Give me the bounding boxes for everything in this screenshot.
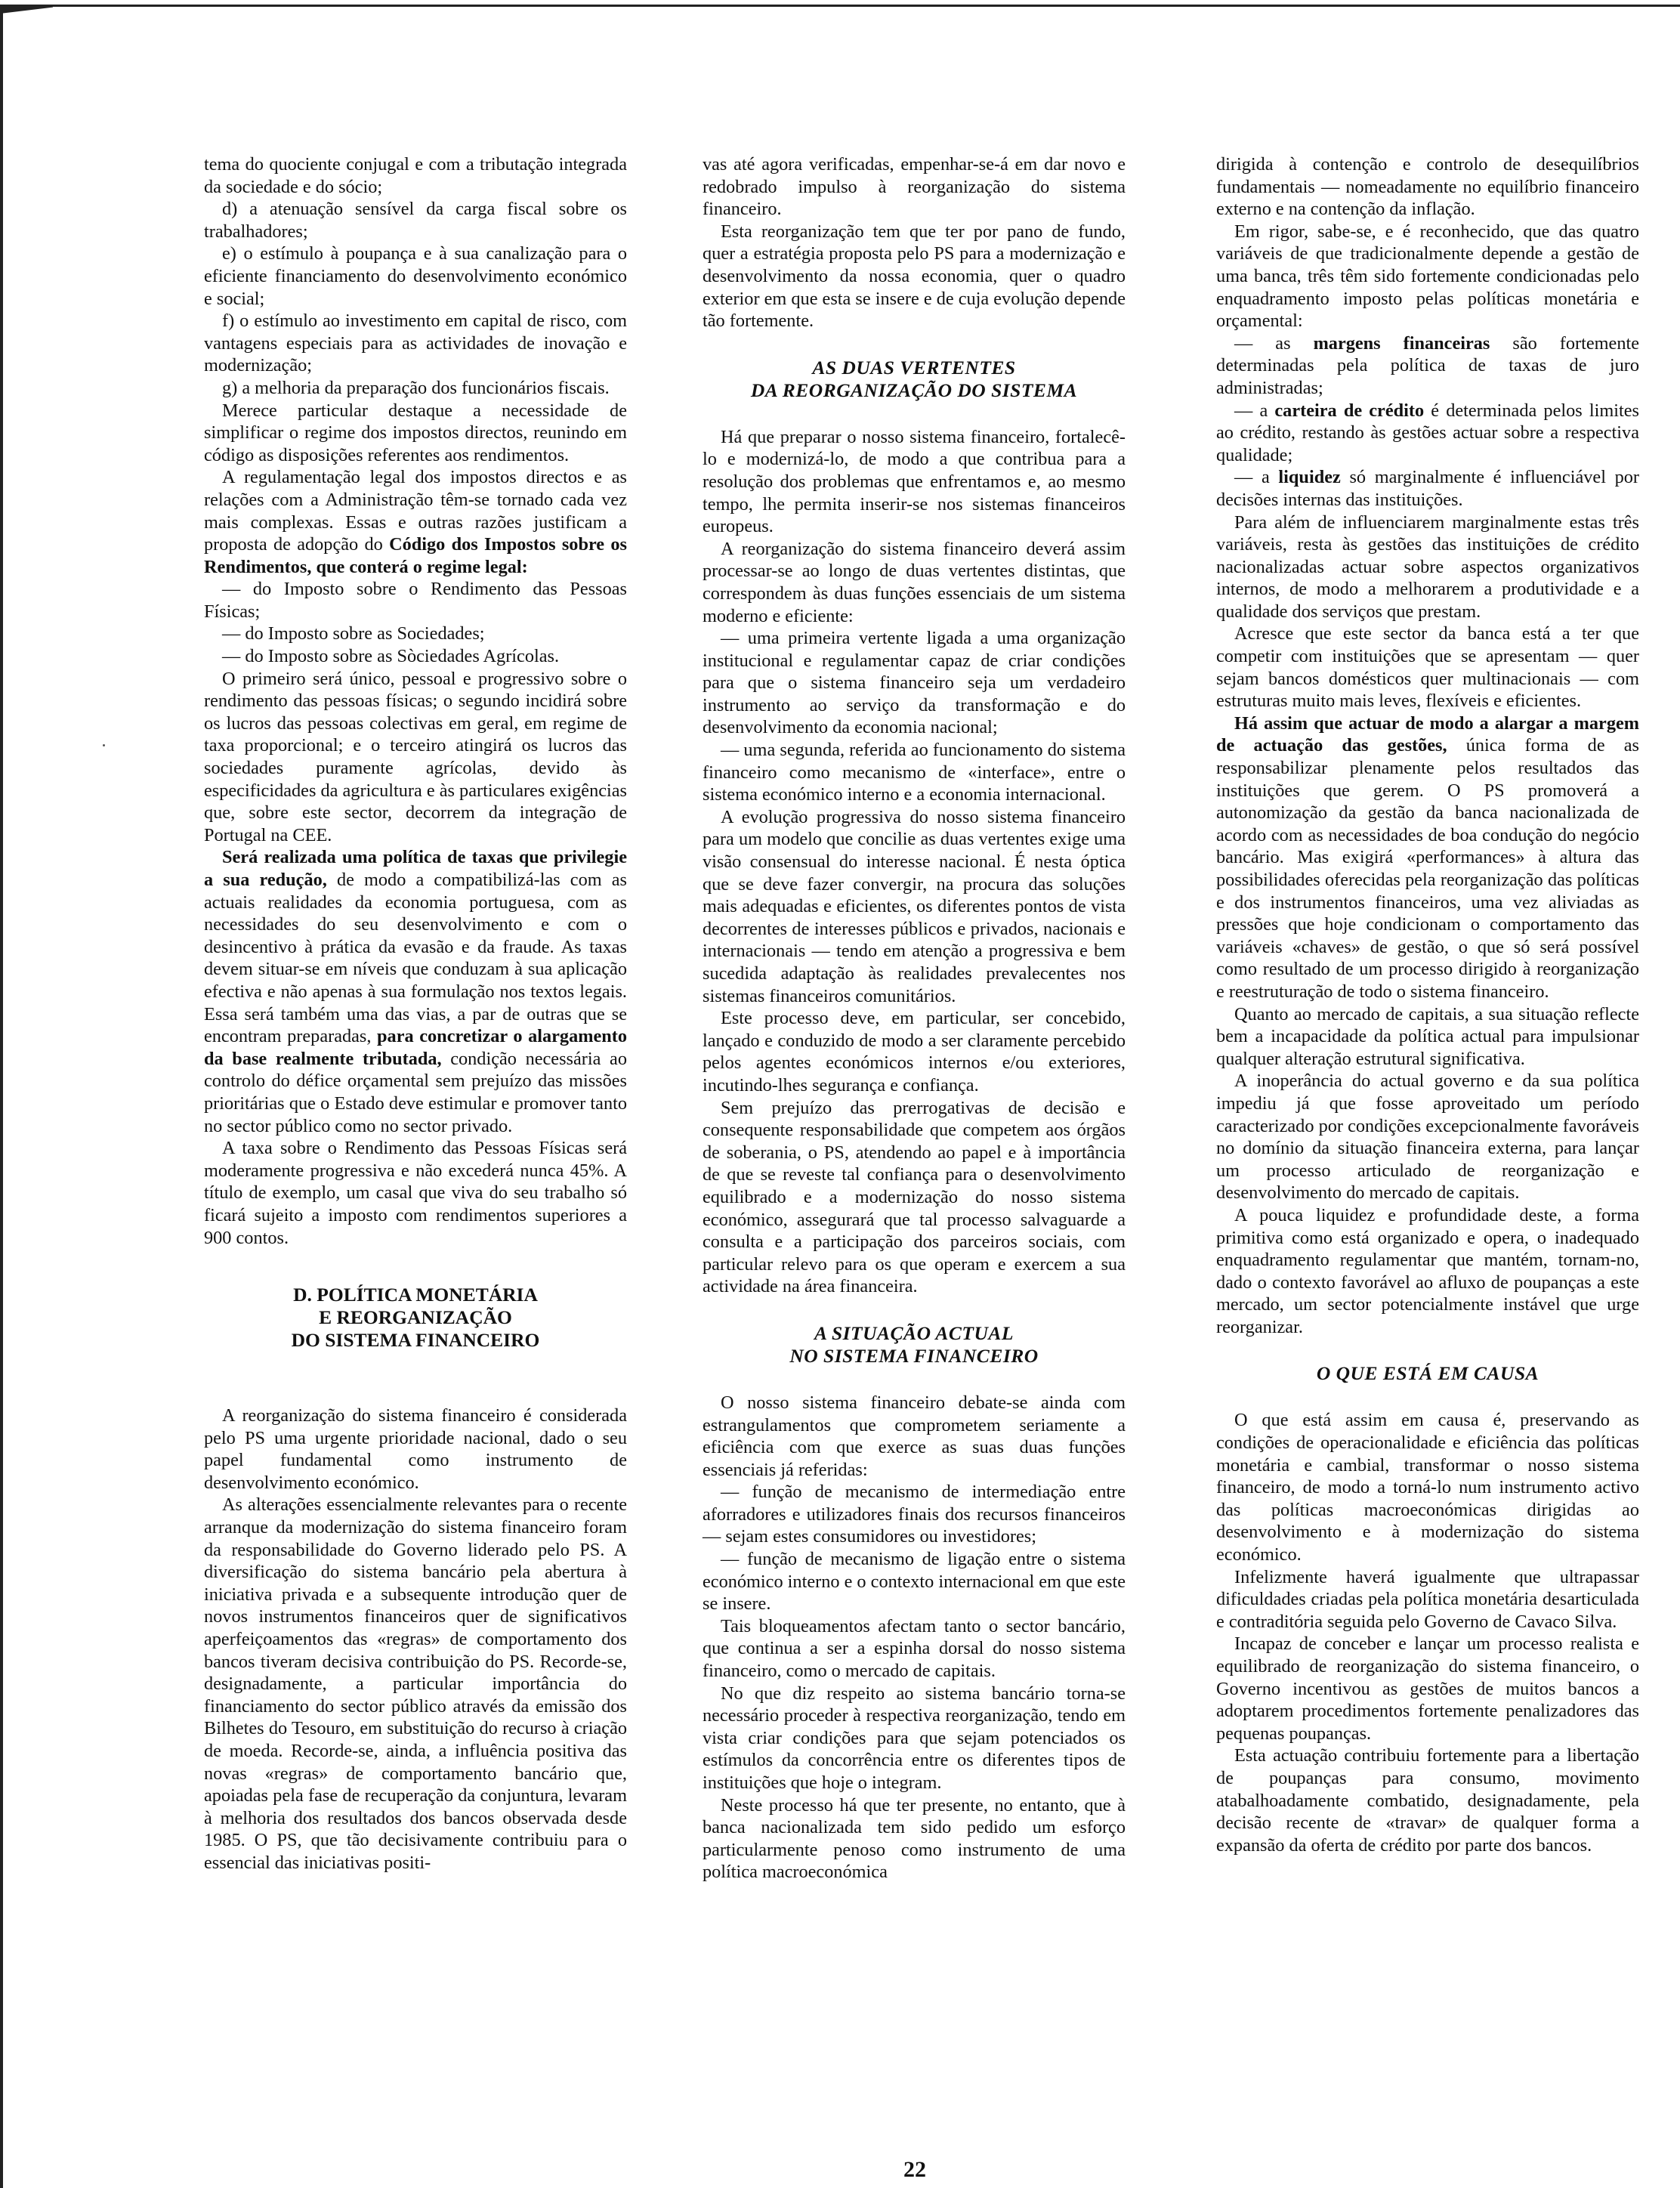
paragraph (204, 846, 627, 1137)
list-item: — do Imposto sobre as Sòciedades Agrícolas. (222, 646, 560, 667)
heading-line: DO SISTEMA FINANCEIRO (291, 1329, 540, 1352)
list-item: e) o estímulo à poupança e à sua canalização para o eficiente financiamento do desenvolvimento económico e social; (204, 243, 627, 309)
paragraph: As alterações essencialmente relevantes para o recente arranque da modernização do sistema financeiro foram da responsabilidade do Governo liderado pelo PS. A diversificação do sistema bancário pela abertura à iniciativa privada e a subsequente introdução quer de novos instrumentos financeiros quer de significativos aperfeiçoamentos das «regras» de comportamento dos bancos tiveram decisiva contribuição do PS. Recorde-se, designadamente, a particular importância do financiamento do sector público através da emissão dos Bilhetes do Tesouro, em substituição do recurso à criação de moeda. Recorde-se, ainda, a influência positiva das novas «regras» de comportamento bancário que, apoiadas pela fase de recuperação da conjuntura, levaram à melhoria dos resultados dos bancos observada desde 1985. O PS, que tão decisivamente contribuiu para o essencial das iniciativas positi- (204, 1494, 627, 1873)
paragraph: A evolução progressiva do nosso sistema financeiro para um modelo que concilie as duas vertentes exige uma visão consensual do interesse nacional. É nesta óptica que se deve fazer convergir, na procura das soluções mais adequadas e eficientes, os diferentes pontos de vista decorrentes de interesses públicos e privados, nacionais e internacionais — tendo em atenção a progressiva e bem sucedida adaptação às realidades prevalecentes nos sistemas financeiros comunitários. (703, 806, 1126, 1006)
paragraph: Há que preparar o nosso sistema financeiro, fortalecê-lo e modernizá-lo, de modo a que contribua para a resolução dos problemas que enfrentamos e, ao mesmo tempo, lhe permita inserir-se nos sistemas financeiros europeus. (703, 426, 1126, 537)
paragraph: Quanto ao mercado de capitais, a sua situação reflecte bem a incapacidade da política actual para impulsionar qualquer alteração estrutural significativa. (1216, 1003, 1639, 1069)
section-heading (204, 1284, 627, 1352)
list-item: — do Imposto sobre o Rendimento das Pessoas Físicas; (204, 579, 627, 622)
heading-line: E REORGANIZAÇÃO (319, 1306, 512, 1329)
paragraph: Tais bloqueamentos afectam tanto o sector bancário, que continua a ser a espinha dorsal do nosso sistema financeiro, como o mercado de capitais. (703, 1615, 1126, 1682)
paragraph: Esta reorganização tem que ter por pano de fundo, quer a estratégia proposta pelo PS para a modernização e desenvolvimento da nossa economia, quer o quadro exterior em que esta se insere e de cuja evolução depende tão fortemente. (703, 221, 1126, 332)
list-item: — do Imposto sobre as Sociedades; (222, 623, 485, 644)
page-border-top (0, 5, 1680, 7)
list-item: — uma primeira vertente ligada a uma organização institucional e regulamentar capaz de criar condições para que o sistema financeiro seja um verdadeiro instrumento ao serviço da transformação e do desenvolvimento da economia nacional; (703, 628, 1126, 738)
bold-phrase: liquidez (1278, 467, 1341, 488)
bold-phrase: margens financeiras (1313, 332, 1490, 354)
paragraph: dirigida à contenção e controlo de desequilíbrios fundamentais — nomeadamente no equilíbrio financeiro externo e na contenção da inflação. (1216, 154, 1639, 220)
paragraph: Em rigor, sabe-se, e é reconhecido, que das quatro variáveis de que tradicionalmente depende a gestão de uma banca, três têm sido fortemente condicionadas pelo enquadramento imposto pelas políticas monetária e orçamental: (1216, 221, 1639, 332)
paragraph: Sem prejuízo das prerrogativas de decisão e consequente responsabilidade que competem aos órgãos de soberania, o PS, atendendo ao papel e à importância de que se reveste tal confiança para o desenvolvimento equilibrado e a modernização do nosso sistema económico, assegurará que tal processo salvaguarde a consulta e a participação dos parceiros sociais, com particular relevo para os que operam e exercem a sua actividade na área financeira. (703, 1097, 1126, 1297)
text-run: única forma de as responsabilizar plenamente pelos resultados das instituições que gerem. O PS promoverá a autonomização da gestão da banca nacionalizada de acordo com as necessidades de boa condução do negócio bancário. Mas exigirá «performances» à altura das possibilidades oferecidas pela reorganização das políticas e dos instrumentos financeiros, uma vez aliviadas as pressões que hoje condicionam o comportamento das variáveis «chaves» de gestão, o que só será possível como resultado de um processo dirigido à reorganização e reestruturação de todo o sistema financeiro. (1216, 735, 1639, 1002)
paragraph: O nosso sistema financeiro debate-se ainda com estrangulamentos que comprometem seriamente a eficiência com que exerce as suas duas funções essenciais já referidas: (703, 1392, 1126, 1480)
paragraph: No que diz respeito ao sistema bancário torna-se necessário proceder à respectiva reorganização, tendo em vista criar condições para que sejam potenciados os estímulos da concorrência entre os diferentes tipos de instituições que hoje o integram. (703, 1683, 1126, 1793)
heading-line: D. POLÍTICA MONETÁRIA (293, 1284, 538, 1306)
section-heading (1216, 1362, 1639, 1385)
list-item: g) a melhoria da preparação dos funcionários fiscais. (222, 377, 610, 398)
heading-line: A SITUAÇÃO ACTUAL (814, 1321, 1014, 1344)
paragraph: A pouca liquidez e profundidade deste, a forma primitiva como está organizado e opera, o inadequado enquadramento regulamentar que mantém, tornam-no, dado o contexto favorável ao afluxo de poupanças a este mercado, um sector potencialmente instável que urge reorganizar. (1216, 1204, 1639, 1337)
heading-line: NO SISTEMA FINANCEIRO (789, 1344, 1039, 1367)
bold-phrase: Código dos Impostos sobre os Rendimentos, que conterá o regime legal: (204, 534, 627, 577)
paragraph: A reorganização do sistema financeiro é considerada pelo PS uma urgente prioridade nacional, dado o seu papel fundamental como instrumento de desenvolvimento económico. (204, 1405, 627, 1493)
text-run: — a (1234, 467, 1279, 488)
list-item: d) a atenuação sensível da carga fiscal sobre os trabalhadores; (204, 199, 627, 242)
paragraph: A inoperância do actual governo e da sua política impediu já que fosse aproveitado um período caracterizado por condições excepcionalmente favoráveis no domínio da situação financeira externa, para lançar um processo articulado de reorganização e desenvolvimento do mercado de capitais. (1216, 1071, 1639, 1204)
bold-phrase: para concretizar o alargamento da base realmente tributada, (204, 1026, 627, 1069)
heading-line: AS DUAS VERTENTES (812, 356, 1016, 379)
paragraph: O que está assim em causa é, preservando as condições de operacionalidade e eficiência das políticas monetária e cambial, transformar o nosso sistema financeiro, de modo a torná-lo num instrumento activo das políticas macroeconómicas dirigidas ao desenvolvimento e à modernização do sistema económico. (1216, 1410, 1639, 1565)
paragraph: Esta actuação contribuiu fortemente para a libertação de poupanças para consumo, movimento atabalhoadamente combatido, designadamente, pela decisão recente de «travar» de qualquer forma a expansão da oferta de crédito por parte dos bancos. (1216, 1745, 1639, 1856)
bold-phrase: carteira de crédito (1274, 400, 1425, 421)
section-heading (703, 1322, 1126, 1368)
paragraph: Para além de influenciarem marginalmente estas três variáveis, resta às gestões das instituições de crédito nacionalizadas actuar sobre aspectos organizativos internos, de modo a melhorarem a produtividade e a qualidade dos serviços que prestam. (1216, 511, 1639, 622)
section-heading (703, 357, 1126, 402)
paragraph: vas até agora verificadas, empenhar-se-á em dar novo e redobrado impulso à reorganização do sistema financeiro. (703, 154, 1126, 220)
list-item (1216, 332, 1639, 400)
list-item: — função de mecanismo de intermediação entre aforradores e utilizadores finais dos recursos financeiros — sejam estes consumidores ou investidores; (703, 1482, 1126, 1547)
column-3 (1216, 153, 1639, 1856)
text-run: — a (1234, 400, 1275, 421)
text-run: — as (1234, 332, 1314, 354)
paragraph: Merece particular destaque a necessidade de simplificar o regime dos impostos directos, reunindo em código as disposições referentes aos rendimentos. (204, 400, 627, 465)
text-run: de modo a compatibilizá-las com as actuais realidades da economia portuguesa, com as necessidades do seu desenvolvimento e com o desincentivo à prática da evasão e da fraude. As taxas devem situar-se em níveis que conduzam à sua aplicação efectiva e não apenas à sua formulação nos textos legais. Essa será também uma das vias, a par de outras que se encontram preparadas, (204, 870, 627, 1047)
list-item: — uma segunda, referida ao funcionamento do sistema financeiro como mecanismo de «interface», entre o sistema económico interno e a economia internacional. (703, 740, 1126, 805)
paragraph: Incapaz de conceber e lançar um processo realista e equilibrado de reorganização do sistema financeiro, o Governo incentivou as gestões de muitos bancos a adoptarem procedimentos fortemente penalizadores das pequenas poupanças. (1216, 1633, 1639, 1744)
paragraph: Acresce que este sector da banca está a ter que competir com instituições que se apresentam — quer sejam bancos domésticos quer multinacionais — com estruturas muito mais leves, flexíveis e eficientes. (1216, 623, 1639, 712)
text-run: é determinada pelos limites ao crédito, restando às gestões actuar sobre a respectiva qualidade; (1216, 400, 1640, 465)
text-run: são fortemente determinadas pela política de taxas de juro administradas; (1216, 332, 1640, 398)
paragraph: Neste processo há que ter presente, no entanto, que à banca nacionalizada tem sido pedido um esforço particularmente penoso como instrumento de uma política macroeconómica (703, 1794, 1126, 1883)
list-item: — função de mecanismo de ligação entre o sistema económico interno e o contexto internacional em que este se insere. (703, 1549, 1126, 1615)
page-corner-mark (0, 5, 53, 14)
paragraph: A reorganização do sistema financeiro deverá assim processar-se ao longo de duas vertentes distintas, que correspondem às duas funções essenciais de um sistema moderno e eficiente: (703, 538, 1126, 626)
paragraph: A taxa sobre o Rendimento das Pessoas Físicas será moderamente progressiva e não excederá nunca 45%. A título de exemplo, um casal que viva do seu trabalho só ficará sujeito a imposto com rendimentos superiores a 900 contos. (204, 1138, 627, 1248)
paragraph: Este processo deve, em particular, ser concebido, lançado e conduzido de modo a ser claramente percebido pelos agentes económicos internos e/ou exteriores, incutindo-lhes segurança e confiança. (703, 1008, 1126, 1096)
text-run: só marginalmente é influenciável por decisões internas das instituições. (1216, 467, 1639, 510)
text-run: A regulamentação legal dos impostos directos e as relações com a Administração têm-se tornado cada vez mais complexas. Essas e outras razões justificam a proposta de adopção do (204, 467, 627, 555)
text-run: condição necessária ao controlo do défice orçamental sem prejuízo das missões prioritárias que o Estado deve estimular e promover tanto no sector público como no sector privado. (204, 1048, 627, 1136)
list-item (1216, 400, 1639, 467)
column-1 (204, 153, 627, 1874)
page-number: 22 (903, 2157, 926, 2182)
paragraph: Infelizmente haverá igualmente que ultrapassar dificuldades criadas pela política monetária desarticulada e contraditória seguida pelo Governo de Cavaco Silva. (1216, 1566, 1639, 1632)
paragraph: O primeiro será único, pessoal e progressivo sobre o rendimento das pessoas físicas; o segundo incidirá sobre os lucros das pessoas colectivas em geral, em regime de taxa proporcional; e o terceiro atingirá os lucros das sociedades puramente agrícolas, devido às especificidades da agricultura e às particulares exigências que, sobre este sector, decorrem da integração de Portugal na CEE. (204, 668, 627, 845)
bold-phrase: Há assim que actuar de modo a alargar a margem de actuação das gestões, (1216, 712, 1639, 756)
bold-phrase: Será realizada uma política de taxas que privilegie a sua redução, (204, 847, 627, 890)
paragraph (1216, 712, 1639, 1003)
heading-line: O QUE ESTÁ EM CAUSA (1316, 1362, 1539, 1385)
list-item (1216, 466, 1639, 511)
column-2 (703, 153, 1126, 1884)
list-item: f) o estímulo ao investimento em capital de risco, com vantagens especiais para as actividades de inovação e modernização; (204, 311, 627, 376)
heading-line: DA REORGANIZAÇÃO DO SISTEMA (750, 379, 1078, 401)
paragraph: tema do quociente conjugal e com a tributação integrada da sociedade e do sócio; (204, 154, 627, 197)
print-speck (103, 744, 105, 746)
paragraph (204, 466, 627, 578)
page-border-left (0, 5, 3, 2188)
